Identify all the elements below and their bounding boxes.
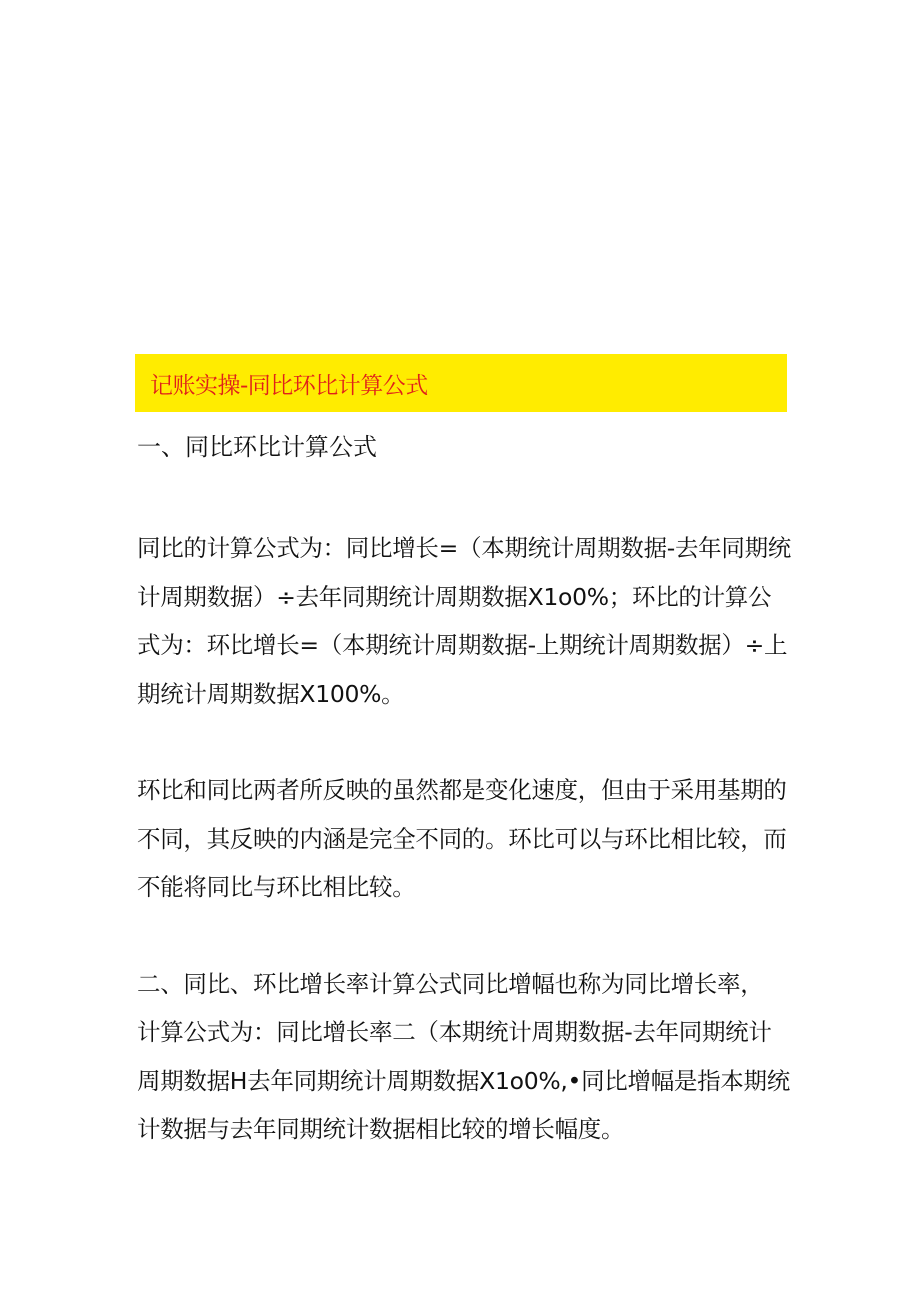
- paragraph-line: 计数据与去年同期统计数据相比较的增长幅度。: [137, 1115, 625, 1143]
- paragraph-growth-rate: [137, 960, 790, 1154]
- title-banner: [135, 354, 787, 412]
- paragraph-line: 不同，其反映的内涵是完全不同的。环比可以与环比相比较，而: [137, 824, 787, 853]
- document-title: 记账实操-同比环比计算公式: [150, 372, 428, 399]
- paragraph-line: 二、同比、环比增长率计算公式同比增幅也称为同比增长率，: [137, 969, 764, 998]
- paragraph-line: 不能将同比与环比相比较。: [137, 873, 416, 901]
- section-heading-1: 一、同比环比计算公式: [137, 433, 377, 461]
- paragraph-formula: [137, 524, 791, 718]
- paragraph-line: 环比和同比两者所反映的虽然都是变化速度，但由于采用基期的: [137, 776, 787, 804]
- document-body: [137, 424, 791, 1154]
- paragraph-line: 计周期数据）÷去年同期统计周期数据X1o0%；环比的计算公: [137, 582, 772, 611]
- paragraph-comparison: [137, 766, 787, 912]
- paragraph-line: 期统计周期数据X100%。: [137, 679, 405, 708]
- paragraph-line: 同比的计算公式为：同比增长=（本期统计周期数据-去年同期统: [137, 534, 791, 562]
- paragraph-line: 计算公式为：同比增长率二（本期统计周期数据-去年同期统计: [137, 1018, 772, 1046]
- paragraph-line: 周期数据H去年同期统计周期数据X1o0%,•同比增幅是指本期统: [137, 1066, 790, 1095]
- paragraph-line: 式为：环比增长=（本期统计周期数据-上期统计周期数据）÷上: [137, 631, 788, 659]
